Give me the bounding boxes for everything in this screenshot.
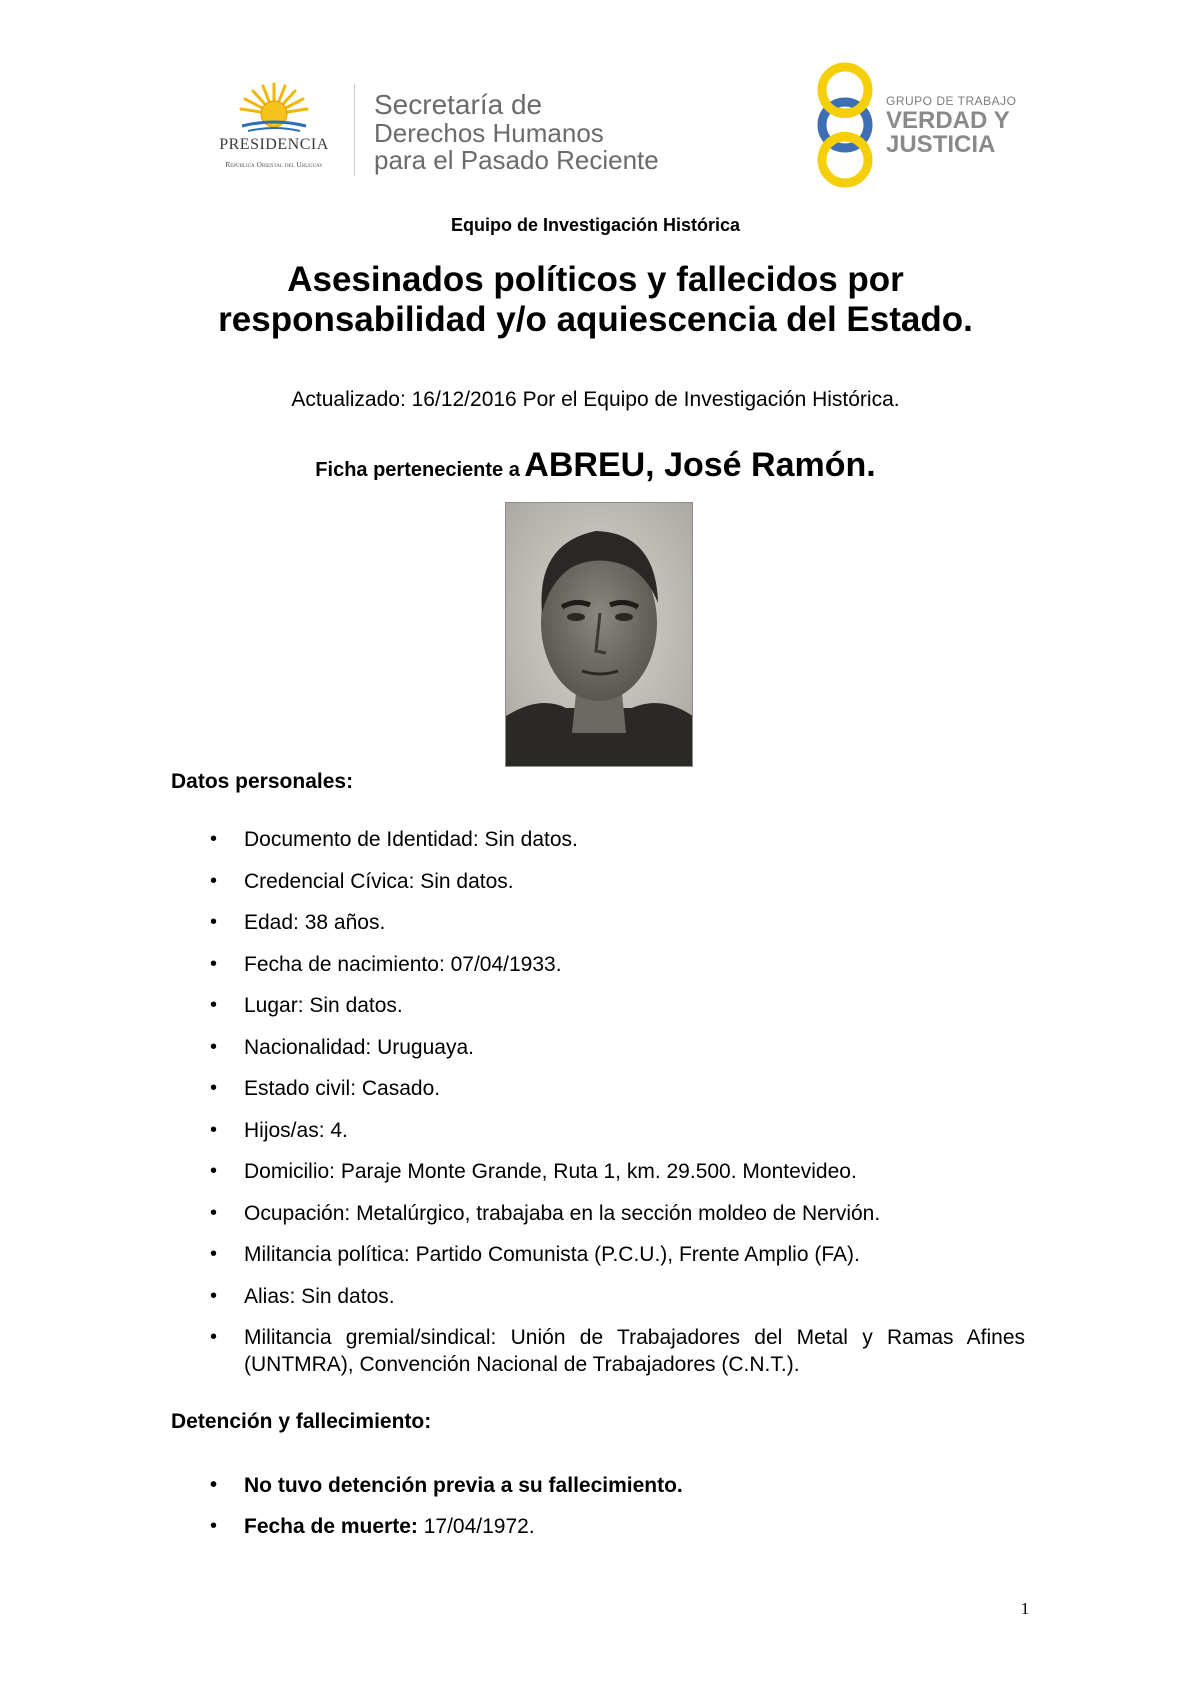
presidencia-wordmark: PRESIDENCIA	[219, 136, 329, 153]
secretaria-line1: Secretaría de	[374, 89, 543, 120]
detention-list	[210, 1472, 1025, 1554]
ficha-prefix: Ficha perteneciente a	[315, 459, 520, 481]
list-item	[210, 1513, 1025, 1540]
list-item: • Fecha de nacimiento: 07/04/1933.	[210, 951, 1025, 978]
list-item: • Hijos/as: 4.	[210, 1117, 1025, 1144]
list-item: • Militancia política: Partido Comunista (P.C.U.), Frente Amplio (FA).	[210, 1241, 1025, 1268]
personal-data-list	[210, 826, 1025, 1393]
portrait-image	[506, 503, 692, 766]
interlocked-rings-icon	[812, 62, 878, 188]
updated-line: Actualizado: 16/12/2016 Por el Equipo de Investigación Histórica.	[291, 388, 900, 411]
team-heading: Equipo de Investigación Histórica	[450, 215, 741, 235]
presidencia-logo	[196, 80, 352, 180]
page-header	[0, 0, 1191, 200]
list-item: • Ocupación: Metalúrgico, trabajaba en la sección moldeo de Nervión.	[210, 1200, 1025, 1227]
detention-heading: Detención y fallecimiento:	[171, 1410, 432, 1433]
list-item: • Alias: Sin datos.	[210, 1283, 1025, 1310]
document-title	[0, 260, 1191, 340]
logo-divider	[354, 84, 355, 176]
list-item: • No tuvo detención previa a su fallecimiento.	[210, 1472, 1025, 1499]
list-item: • Domicilio: Paraje Monte Grande, Ruta 1, km. 29.500. Montevideo.	[210, 1158, 1025, 1185]
grupo-trabajo-logo	[812, 62, 1032, 188]
secretaria-logo	[374, 90, 714, 174]
title-line-2: responsabilidad y/o aquiescencia del Estado.	[218, 300, 973, 339]
list-item: • Militancia gremial/sindical: Unión de Trabajadores del Metal y Ramas Afines (UNTMRA), Convención Nacional de Trabajadores (C.N.T.).	[210, 1324, 1025, 1378]
death-date-value: 17/04/1972.	[417, 1515, 535, 1538]
grupo-line2: VERDAD Y	[886, 107, 1010, 134]
list-item: • Edad: 38 años.	[210, 909, 1025, 936]
page-number: 1	[1020, 1599, 1030, 1618]
list-item: • Credencial Cívica: Sin datos.	[210, 868, 1025, 895]
list-item: • Documento de Identidad: Sin datos.	[210, 826, 1025, 853]
grupo-line3: JUSTICIA	[886, 131, 996, 158]
list-item: • Nacionalidad: Uruguaya.	[210, 1034, 1025, 1061]
title-line-1: Asesinados políticos y fallecidos por	[287, 260, 904, 299]
secretaria-line3: para el Pasado Reciente	[374, 145, 659, 175]
ficha-name: ABREU, José Ramón.	[524, 446, 876, 484]
list-item: • Estado civil: Casado.	[210, 1075, 1025, 1102]
ficha-heading	[0, 446, 1191, 485]
personal-data-heading: Datos personales:	[171, 770, 354, 793]
presidencia-subtitle: República Oriental del Uruguay	[225, 160, 323, 169]
sun-emblem-icon	[238, 80, 310, 136]
secretaria-line2: Derechos Humanos	[374, 118, 604, 148]
list-item: • Lugar: Sin datos.	[210, 992, 1025, 1019]
portrait-photo	[505, 502, 693, 767]
grupo-line1: GRUPO DE TRABAJO	[886, 94, 1017, 108]
death-date-label: Fecha de muerte:	[244, 1515, 418, 1538]
